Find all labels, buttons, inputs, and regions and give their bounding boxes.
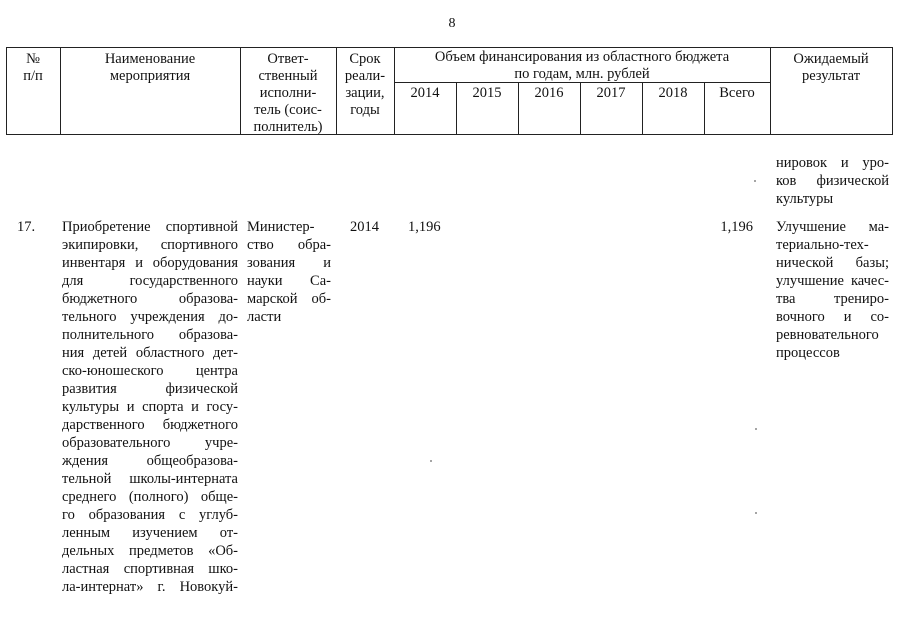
- header-col-resp-line: полнитель): [253, 119, 323, 135]
- row-name: [62, 218, 238, 596]
- row-name-line: инвентаря и оборудования: [62, 255, 238, 271]
- header-year-2016: 2016: [534, 85, 564, 101]
- row-fin-2014: 1,196: [408, 219, 441, 235]
- header-col-responsible: [240, 51, 336, 136]
- row-name-line: культуры и спорта и госу-: [62, 399, 238, 415]
- header-col-resp-line: исполни-: [259, 85, 317, 101]
- scan-speck: [430, 460, 432, 462]
- row-name-line: ла-интернат» г. Новокуй-: [62, 579, 238, 595]
- row-name-line: образовательного учре-: [62, 435, 238, 451]
- row-name-line: дельных предметов «Об-: [62, 543, 238, 559]
- header-col-term-line: реали-: [344, 68, 386, 84]
- row-responsible: [247, 218, 331, 326]
- header-year-2018: 2018: [658, 85, 688, 101]
- row-result-line: ревновательного: [776, 327, 879, 343]
- row-name-line: дарственного бюджетного: [62, 417, 238, 433]
- header-col-result-line: Ожидаемый: [793, 51, 869, 67]
- row-term: 2014: [350, 219, 379, 235]
- row-result-line: тва трениро-: [776, 291, 889, 307]
- row-responsible-line: ство обра-: [247, 237, 331, 253]
- row-result-line: Улучшение ма-: [776, 219, 889, 235]
- row-result: [776, 218, 889, 362]
- row-name-line: экипировки, спортивного: [62, 237, 238, 253]
- row-name-line: тельной школы-интерната: [62, 471, 238, 487]
- scan-speck: [755, 428, 757, 430]
- continuation-line: ков физической: [776, 173, 889, 189]
- header-col-name-line: Наименование: [104, 51, 196, 67]
- header-col-result-line: результат: [801, 68, 861, 84]
- row-responsible-line: ласти: [247, 309, 282, 325]
- header-col-name: [60, 51, 240, 85]
- scan-speck: [755, 512, 757, 514]
- row-name-line: ленным изучением от-: [62, 525, 238, 541]
- header-col-resp-line: тель (соис-: [254, 102, 322, 118]
- row-responsible-line: науки Са-: [247, 273, 331, 289]
- row-name-line: ния детей областного дет-: [62, 345, 238, 361]
- row-name-line: ско-юношеского центра: [62, 363, 238, 379]
- continuation-line: нировок и уро-: [776, 155, 889, 171]
- header-col-name-line: мероприятия: [109, 68, 191, 84]
- page-number: 8: [448, 16, 456, 31]
- row-result-line: улучшение качес-: [776, 273, 889, 289]
- header-year-total: Всего: [719, 85, 755, 101]
- header-top-border: [6, 47, 893, 48]
- row-result-line: вочного и со-: [776, 309, 889, 325]
- header-col-resp-line: ственный: [258, 68, 318, 84]
- header-col-no-line: п/п: [23, 68, 43, 84]
- header-col-fin-line: Объем финансирования из областного бюджета: [434, 49, 730, 65]
- header-col-result: [770, 51, 892, 85]
- row-responsible-line: марской об-: [247, 291, 331, 307]
- row-name-line: ластная спортивная шко-: [62, 561, 238, 577]
- scan-speck: [754, 180, 756, 182]
- continuation-line: культуры: [776, 191, 834, 207]
- header-year-2015: 2015: [472, 85, 502, 101]
- header-col-term-line: годы: [350, 102, 380, 118]
- header-col-no-line: №: [26, 51, 40, 67]
- continuation-result: [776, 154, 889, 208]
- header-col-fin-line: по годам, млн. рублей: [514, 66, 650, 82]
- row-number: 17.: [17, 219, 36, 235]
- row-name-line: полнительного образова-: [62, 327, 238, 343]
- header-bottom-border: [6, 134, 893, 135]
- header-year-2014: 2014: [410, 85, 440, 101]
- header-col-financing: [394, 49, 770, 83]
- row-name-line: развития физической: [62, 381, 238, 397]
- row-result-line: процессов: [776, 345, 840, 361]
- row-name-line: бюджетного образова-: [62, 291, 238, 307]
- row-responsible-line: Министер-: [247, 219, 315, 235]
- header-col-no: [6, 51, 60, 85]
- row-result-line: териально-тех-: [776, 237, 869, 253]
- row-result-line: нической базы;: [776, 255, 889, 271]
- row-name-line: Приобретение спортивной: [62, 219, 238, 235]
- header-border-right: [892, 47, 893, 135]
- row-name-line: тельного учреждения до-: [62, 309, 238, 325]
- header-col-term-line: Срок: [349, 51, 381, 67]
- header-col-term: [336, 51, 394, 119]
- header-year-2017: 2017: [596, 85, 626, 101]
- row-fin-total: 1,196: [720, 219, 753, 235]
- row-name-line: ждения общеобразова-: [62, 453, 238, 469]
- header-col-resp-line: Ответ-: [267, 51, 309, 67]
- row-name-line: среднего (полного) обще-: [62, 489, 238, 505]
- header-col-term-line: зации,: [345, 85, 385, 101]
- row-name-line: го образования с углуб-: [62, 507, 238, 523]
- row-name-line: для государственного: [62, 273, 238, 289]
- row-responsible-line: зования и: [247, 255, 331, 271]
